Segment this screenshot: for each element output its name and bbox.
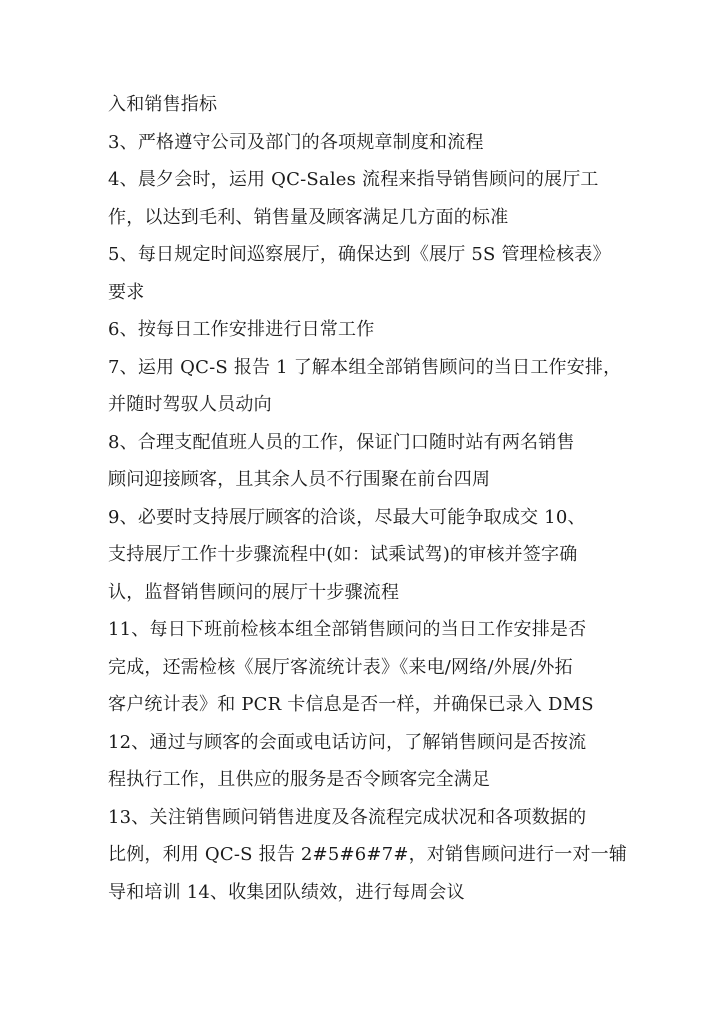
text-line: 9、必要时支持展厅顾客的洽谈，尽最大可能争取成交 10、 <box>108 506 586 528</box>
text-line: 5、每日规定时间巡察展厅，确保达到《展厅 5S 管理检核表》 <box>108 244 611 265</box>
text-line: 6、按每日工作安排进行日常工作 <box>108 319 375 340</box>
text-line: 顾问迎接顾客，且其余人员不行围聚在前台四周 <box>108 469 491 490</box>
text-line: 并随时驾驭人员动向 <box>108 394 272 415</box>
text-line: 入和销售指标 <box>108 94 218 115</box>
text-line: 13、关注销售顾问销售进度及各流程完成状况和各项数据的 <box>108 806 587 828</box>
text-line: 8、合理支配值班人员的工作，保证门口随时站有两名销售 <box>108 431 575 453</box>
text-line: 程执行工作，且供应的服务是否令顾客完全满足 <box>108 769 491 790</box>
text-line: 导和培训 14、收集团队绩效，进行每周会议 <box>108 881 465 903</box>
text-line: 完成，还需检核《展厅客流统计表》《来电/网络/外展/外拓 <box>108 656 573 678</box>
text-line: 3、严格遵守公司及部门的各项规章制度和流程 <box>108 131 484 153</box>
document-body <box>108 86 628 911</box>
text-line: 支持展厅工作十步骤流程中(如：试乘试驾)的审核并签字确 <box>108 544 578 565</box>
text-line: 要求 <box>108 281 145 303</box>
text-line: 客户统计表》和 PCR 卡信息是否一样，并确保已录入 DMS <box>108 694 594 715</box>
text-line: 4、晨夕会时，运用 QC-Sales 流程来指导销售顾问的展厅工 <box>108 169 599 190</box>
text-line: 7、运用 QC-S 报告 1 了解本组全部销售顾问的当日工作安排， <box>108 356 622 378</box>
text-line: 认，监督销售顾问的展厅十步骤流程 <box>108 581 400 603</box>
text-line: 12、通过与顾客的会面或电话访问，了解销售顾问是否按流 <box>108 731 587 753</box>
text-line: 比例，利用 QC-S 报告 2#5#6#7#，对销售顾问进行一对一辅 <box>108 844 628 865</box>
text-line: 作，以达到毛利、销售量及顾客满足几方面的标准 <box>108 206 509 228</box>
text-line: 11、每日下班前检核本组全部销售顾问的当日工作安排是否 <box>108 619 587 640</box>
